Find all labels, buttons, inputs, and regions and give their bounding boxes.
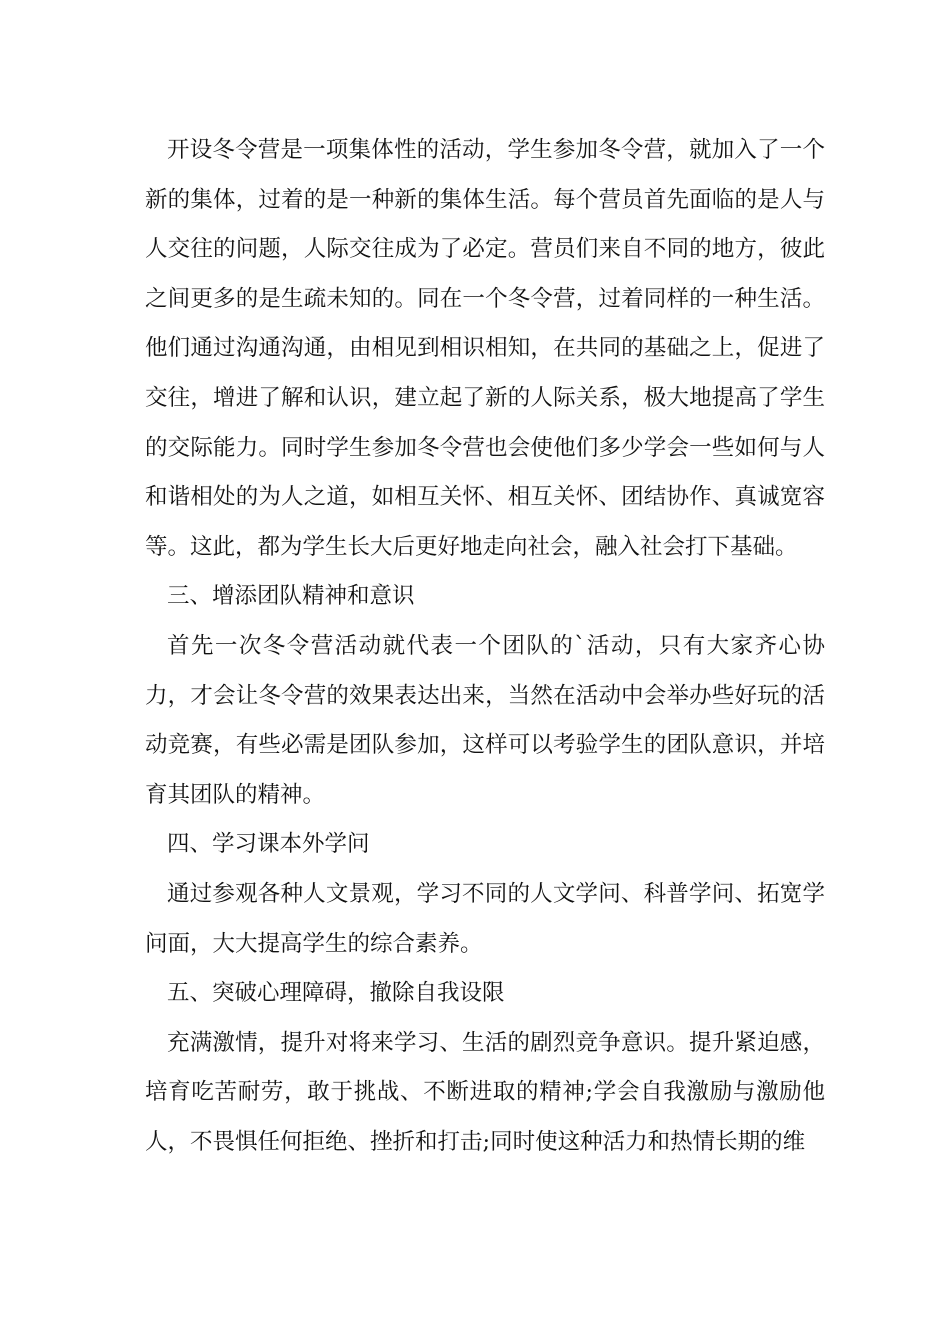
document-body — [145, 126, 825, 1167]
paragraph-cultural-visits: 通过参观各种人文景观，学习不同的人文学问、科普学问、拓宽学问面，大大提高学生的综合素养。 — [145, 880, 825, 957]
section-heading-team-spirit: 三、增添团队精神和意识 — [167, 583, 415, 610]
paragraph-team-activity: 首先一次冬令营活动就代表一个团队的`活动，只有大家齐心协力，才会让冬令营的效果表达出来，当然在活动中会举办些好玩的活动竞赛，有些必需是团队参加，这样可以考验学生的团队意识，并培育其团队的精神。 — [145, 632, 825, 808]
paragraph-group-living: 开设冬令营是一项集体性的活动，学生参加冬令营，就加入了一个新的集体，过着的是一种新的集体生活。每个营员首先面临的是人与人交往的问题，人际交往成为了必定。营员们来自不同的地方，彼此之间更多的是生疏未知的。同在一个冬令营，过着同样的一种生活。他们通过沟通沟通，由相见到相识相知，在共同的基础之上，促进了交往，增进了解和认识，建立起了新的人际关系，极大地提高了学生的交际能力。同时学生参加冬令营也会使他们多少学会一些如何与人和谐相处的为人之道，如相互关怀、相互关怀、团结协作、真诚宽容等。这此，都为学生长大后更好地走向社会，融入社会打下基础。 — [145, 137, 825, 560]
section-heading-extracurricular-learning: 四、学习课本外学问 — [167, 831, 370, 858]
paragraph-passion-competition: 充满激情，提升对将来学习、生活的剧烈竞争意识。提升紧迫感，培育吃苦耐劳，敢于挑战、不断进取的精神;学会自我激励与激励他人，不畏惧任何拒绝、挫折和打击;同时使这种活力和热情长期的维 — [145, 1029, 825, 1155]
section-heading-break-barriers: 五、突破心理障碍，撤除自我设限 — [167, 980, 505, 1007]
